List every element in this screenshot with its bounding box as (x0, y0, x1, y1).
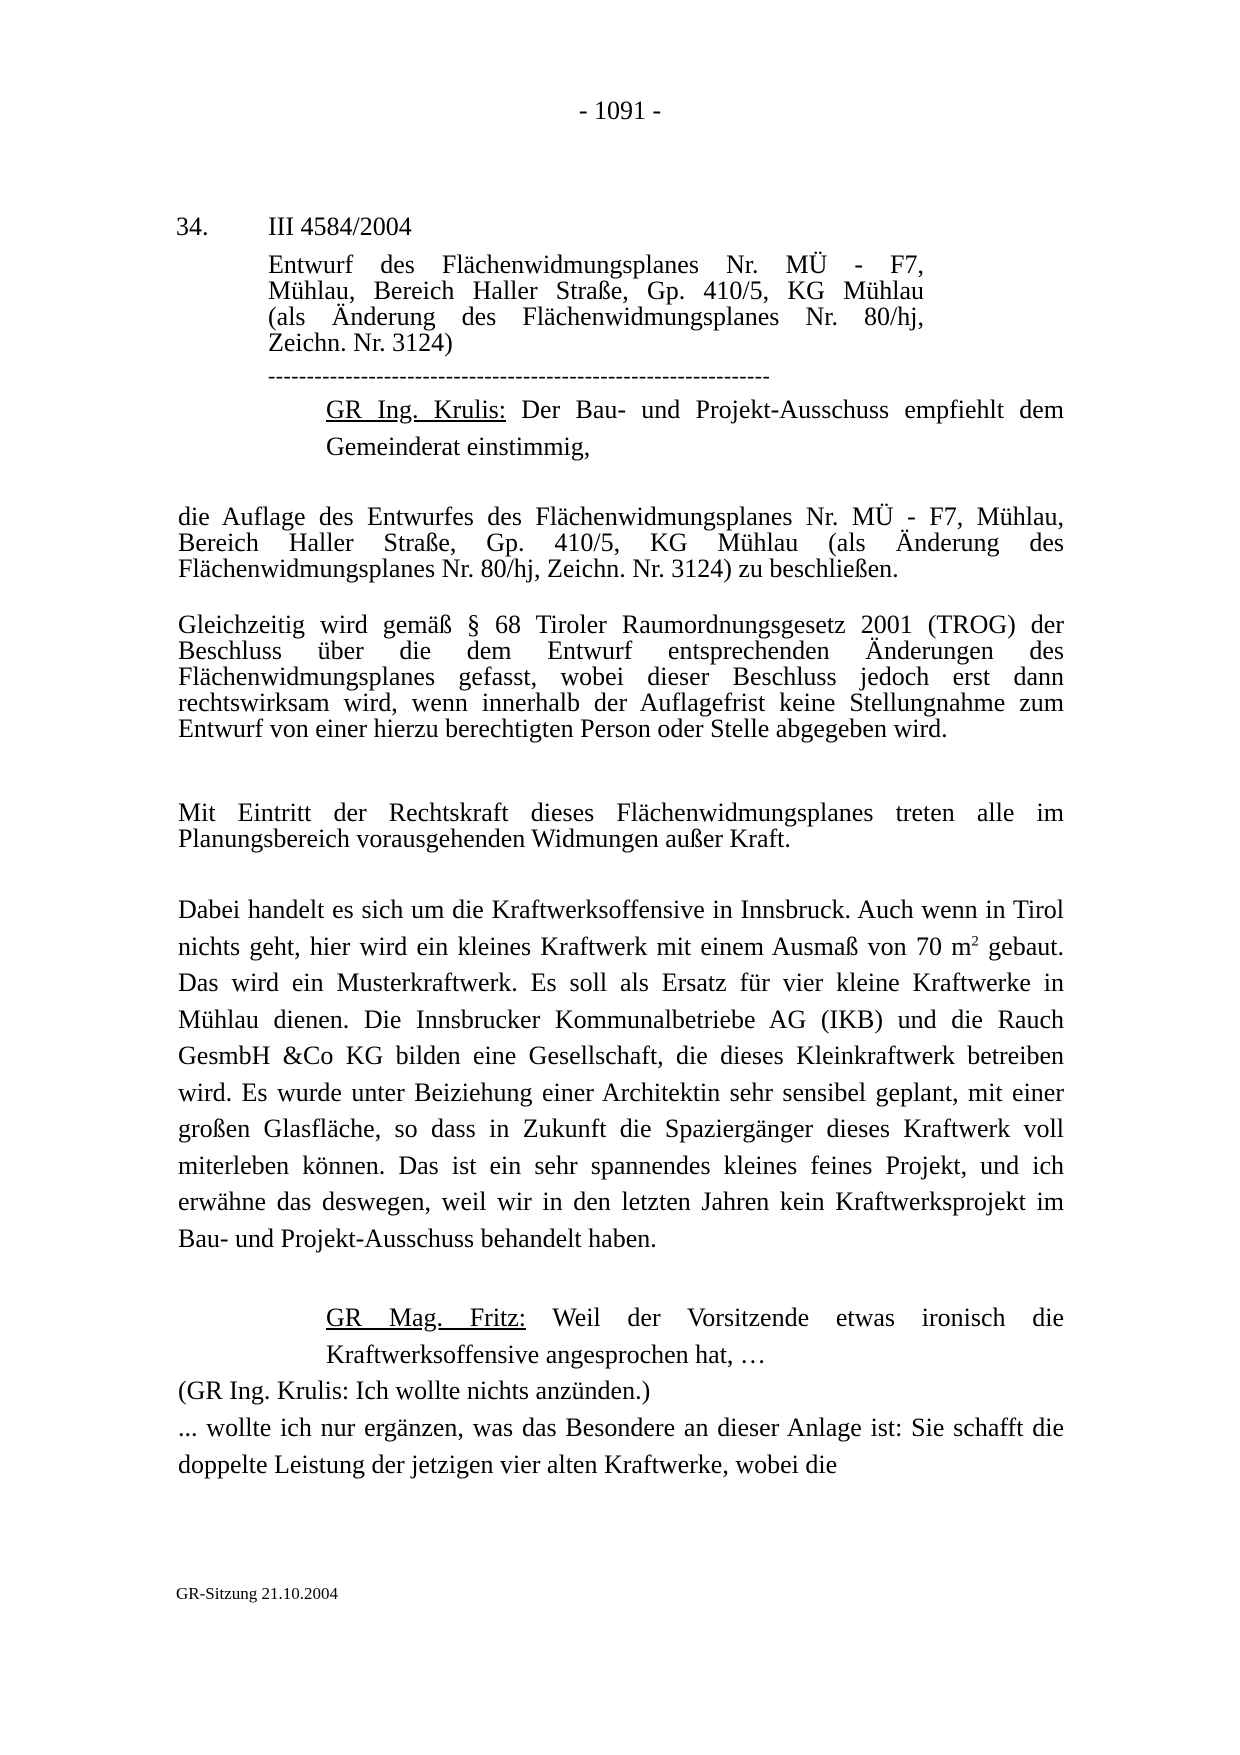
separator-line: ----------------------------------------------------------------- (268, 364, 771, 388)
agenda-item-reference: III 4584/2004 (268, 212, 412, 241)
statement-text: Der Bau- und Projekt-Ausschuss empfiehlt dem Gemeinderat einstimmig, (326, 395, 1065, 461)
subject-line: (als Änderung des Flächenwidmungsplanes Nr. 80/hj, (268, 302, 924, 331)
page-number: - 1091 - (578, 96, 662, 125)
subject-line: Entwurf des Flächenwidmungsplanes Nr. MÜ - F7, (268, 250, 924, 279)
discussion-text: gebaut. Das wird ein Musterkraftwerk. Es soll als Ersatz für vier kleine Kraftwerke in Mühlau dienen. Die Innsbrucker Kommunalbetriebe AG (IKB) und die Rauch GesmbH &Co KG bilden eine Gesellschaft, die dieses Kleinkraftwerk betreiben wird. Es wurde unter Beiziehung einer Architektin sehr sensibel geplant, mit einer großen Glasfläche, so dass in Zukunft die Spaziergänger dieses Kraftwerk voll miterleben können. Das ist ein sehr spannendes kleines feines Projekt, und ich erwähne das deswegen, weil wir in den letzten Jahren kein Kraftwerksprojekt im Bau- und Projekt-Ausschuss behandelt haben. (178, 931, 1064, 1253)
discussion-text: Dabei handelt es sich um die Kraftwerksoffensive in Innsbruck. Auch wenn in Tirol nichts geht, hier wird ein kleines Kraftwerk mit einem Ausmaß von 70 m (178, 895, 1064, 961)
continuation-paragraph: ... wollte ich nur ergänzen, was das Besondere an dieser Anlage ist: Sie schafft die doppelte Leistung der jetzigen vier alten Kraftwerke, wobei die (178, 1413, 1064, 1479)
statement-text: Weil der Vorsitzende etwas ironisch die Kraftwerksoffensive angesprochen hat, … (326, 1303, 1064, 1369)
subject-line: Mühlau, Bereich Haller Straße, Gp. 410/5, KG Mühlau (268, 276, 924, 305)
interjection: (GR Ing. Krulis: Ich wollte nichts anzünden.) (178, 1376, 651, 1405)
resolution-paragraph: Mit Eintritt der Rechtskraft dieses Flächenwidmungsplanes treten alle im Planungsbereich vorausgehenden Widmungen außer Kraft. (178, 798, 1064, 853)
speaker-name: GR Ing. Krulis: (326, 395, 507, 424)
agenda-item-subject (268, 252, 924, 356)
superscript: 2 (971, 932, 979, 949)
discussion-paragraph (178, 892, 1064, 1257)
resolution-paragraph: Gleichzeitig wird gemäß § 68 Tiroler Raumordnungsgesetz 2001 (TROG) der Beschluss über die dem Entwurf entsprechenden Änderungen des Flächenwidmungsplanes gefasst, wobei dieser Beschluss jedoch erst dann rechtswirksam wird, wenn innerhalb der Auflagefrist keine Stellungnahme zum Entwurf von einer hierzu berechtigten Person oder Stelle abgegeben wird. (178, 610, 1064, 743)
statement-krulis (178, 392, 1064, 465)
speaker-name: GR Mag. Fritz: (326, 1303, 527, 1332)
resolution-paragraph: die Auflage des Entwurfes des Flächenwidmungsplanes Nr. MÜ - F7, Mühlau, Bereich Haller Straße, Gp. 410/5, KG Mühlau (als Änderung des Flächenwidmungsplanes Nr. 80/hj, Zeichn. Nr. 3124) zu beschließen. (178, 502, 1064, 583)
subject-line: Zeichn. Nr. 3124) (268, 328, 453, 357)
agenda-item-header (176, 212, 412, 242)
footer-session-date: GR-Sitzung 21.10.2004 (176, 1584, 338, 1603)
agenda-item-number: 34. (176, 212, 209, 241)
statement-fritz (178, 1300, 1064, 1373)
